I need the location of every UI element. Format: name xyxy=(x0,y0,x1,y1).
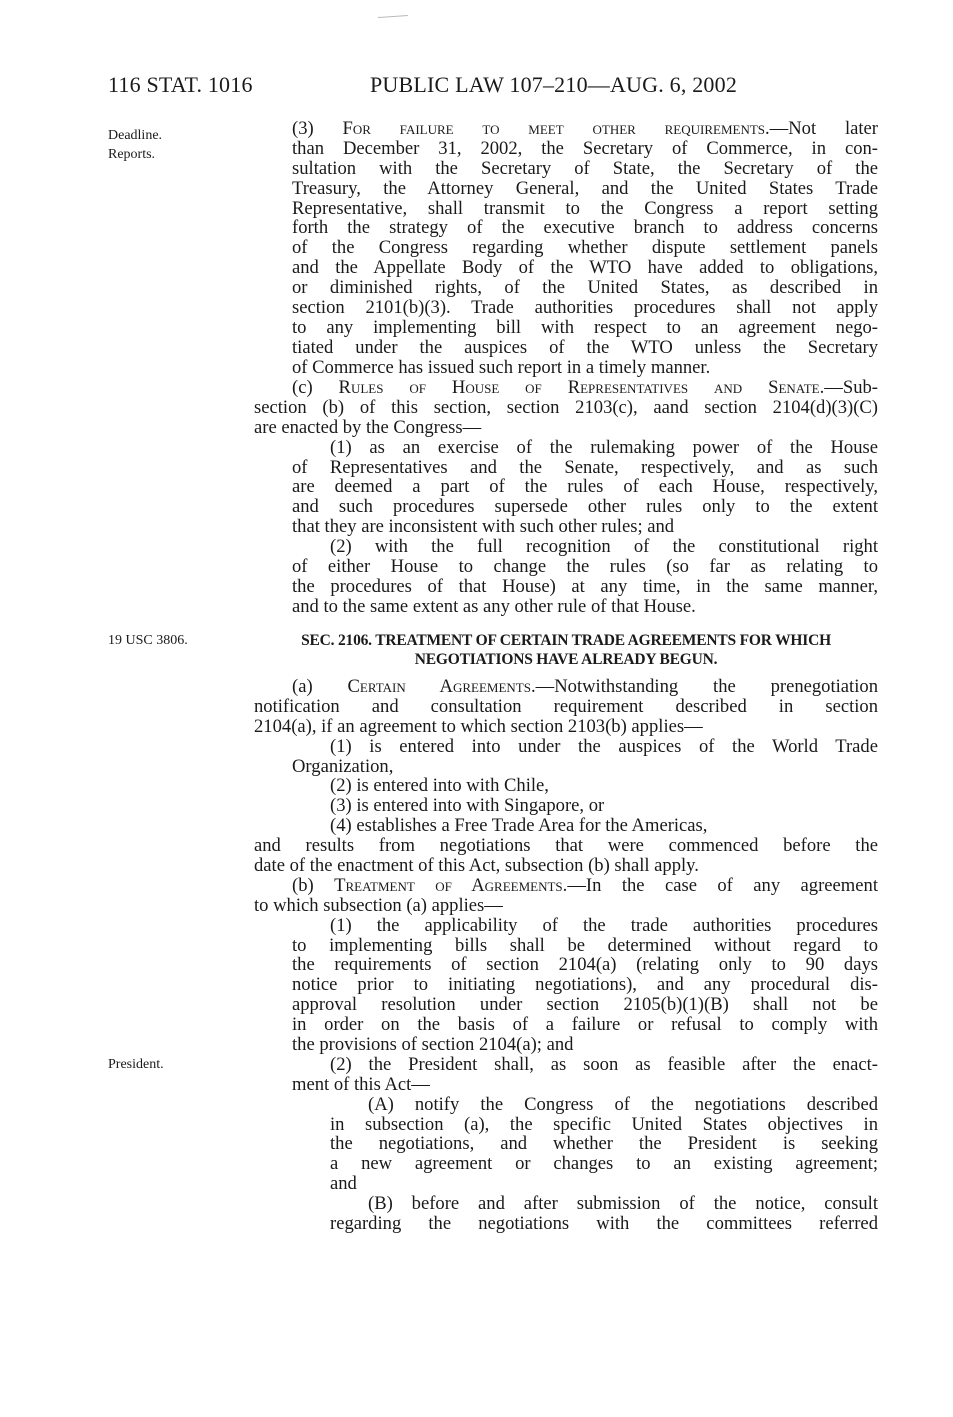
text-line: the provisions of section 2104(a); and xyxy=(292,1034,574,1056)
section-2106-heading xyxy=(254,631,878,669)
text-line: date of the enactment of this Act, subsection (b) shall apply. xyxy=(254,855,699,877)
margin-note-deadline: Deadline. xyxy=(108,128,163,143)
text-line: (b) Treatment of Agreements.—In the case of any agreement xyxy=(292,874,878,896)
text-line: (2) the President shall, as soon as feasible after the enact- xyxy=(330,1053,878,1075)
text-line: of the Congress regarding whether dispute settlement panels xyxy=(292,237,878,259)
text-line: than December 31, 2002, the Secretary of Commerce, in con- xyxy=(292,137,878,159)
section-2106-body xyxy=(254,677,878,1234)
text-line: to any implementing bill with respect to an agreement nego- xyxy=(292,316,878,338)
text-line: (1) is entered into under the auspices of the World Trade xyxy=(330,735,878,757)
text-line: and results from negotiations that were commenced before the xyxy=(254,835,878,857)
text-line: (1) the applicability of the trade authorities procedures xyxy=(330,914,878,936)
text-line: notification and consultation requirement described in section xyxy=(254,695,878,717)
text-line: and to the same extent as any other rule of that House. xyxy=(292,595,696,617)
public-law-header: PUBLIC LAW 107–210—AUG. 6, 2002 xyxy=(370,72,738,97)
text-line: forth the strategy of the executive branch to address concerns xyxy=(292,217,878,239)
text-line: sultation with the Secretary of State, the Secretary of the xyxy=(292,157,878,179)
text-line: ment of this Act— xyxy=(292,1073,430,1095)
text-line: (a) Certain Agreements.—Notwithstanding the prenegotiation xyxy=(292,676,878,697)
section-heading-line: SEC. 2106. TREATMENT OF CERTAIN TRADE AGREEMENTS FOR WHICH xyxy=(301,632,831,649)
section-heading-line: NEGOTIATIONS HAVE ALREADY BEGUN. xyxy=(414,651,718,668)
text-line: (4) establishes a Free Trade Area for the Americas, xyxy=(330,815,708,837)
text-line: a new agreement or changes to an existing agreement; xyxy=(330,1153,878,1175)
text-line: Representative, shall transmit to the Congress a report setting xyxy=(292,197,878,219)
text-line: the requirements of section 2104(a) (relating only to 90 days xyxy=(292,954,878,976)
text-line: (c) Rules of House of Representatives and Senate.—Sub- xyxy=(292,377,878,398)
text-line: approval resolution under section 2105(b)(1)(B) shall not be xyxy=(292,994,878,1016)
text-line: or diminished rights, of the United States, as described in xyxy=(292,277,878,299)
margin-note-reports: Reports. xyxy=(108,147,156,162)
paragraph-3-failure-requirements xyxy=(254,119,878,378)
text-line: and such procedures supersede other rules only to the extent xyxy=(292,496,878,518)
text-line: the procedures of that House) at any time, in the same manner, xyxy=(292,575,878,597)
text-line: in order on the basis of a failure or refusal to comply with xyxy=(292,1014,878,1036)
scan-mark xyxy=(378,15,408,21)
text-line: section (b) of this section, section 2103(c), aand section 2104(d)(3)(C) xyxy=(254,396,878,418)
text-line: the negotiations, and whether the President is seeking xyxy=(330,1133,878,1155)
text-line: of either House to change the rules (so far as relating to xyxy=(292,556,878,578)
text-line: notice prior to initiating negotiations), and any procedural dis- xyxy=(292,974,878,996)
text-line: Organization, xyxy=(292,755,394,777)
subsection-c-rules xyxy=(254,378,878,617)
text-line: (3) For failure to meet other requirements.—Not later xyxy=(292,118,878,139)
text-line: to which subsection (a) applies— xyxy=(254,894,503,916)
text-line: of Representatives and the Senate, respectively, and as such xyxy=(292,456,878,478)
text-line: regarding the negotiations with the committees referred xyxy=(330,1213,878,1235)
stat-citation: 116 STAT. 1016 xyxy=(108,72,253,97)
text-line: that they are inconsistent with such other rules; and xyxy=(292,516,675,538)
text-line: (A) notify the Congress of the negotiations described xyxy=(368,1093,878,1115)
margin-note-usc: 19 USC 3806. xyxy=(108,633,188,648)
text-line: to implementing bills shall be determined without regard to xyxy=(292,934,878,956)
text-line: (2) is entered into with Chile, xyxy=(330,775,549,797)
text-line: tiated under the auspices of the WTO unless the Secretary xyxy=(292,336,878,358)
text-line: of Commerce has issued such report in a timely manner. xyxy=(292,356,711,378)
text-line: 2104(a), if an agreement to which section 2103(b) applies— xyxy=(254,715,703,737)
text-line: (B) before and after submission of the notice, consult xyxy=(368,1193,878,1215)
text-line: and the Appellate Body of the WTO have added to obligations, xyxy=(292,257,878,279)
text-line: in subsection (a), the specific United States objectives in xyxy=(330,1113,878,1135)
text-line: Treasury, the Attorney General, and the United States Trade xyxy=(292,177,878,199)
text-line: and xyxy=(330,1173,357,1195)
text-line: (2) with the full recognition of the constitutional right xyxy=(330,536,878,558)
text-line: section 2101(b)(3). Trade authorities procedures shall not apply xyxy=(292,297,878,319)
text-line: are deemed a part of the rules of each House, respectively, xyxy=(292,476,878,498)
text-line: (3) is entered into with Singapore, or xyxy=(330,795,605,817)
text-line: are enacted by the Congress— xyxy=(254,416,482,438)
text-line: (1) as an exercise of the rulemaking power of the House xyxy=(330,436,878,458)
margin-note-president: President. xyxy=(108,1057,164,1072)
